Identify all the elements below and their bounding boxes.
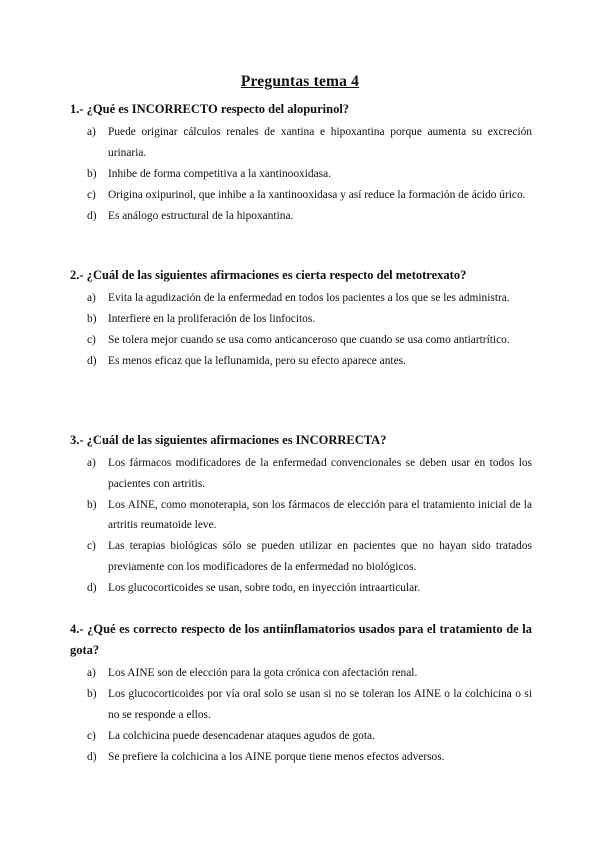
answer-text: Los fármacos modificadores de la enfermedad convencionales se deben usar en todos los pacientes con artritis. [108, 457, 532, 490]
answer-item [70, 495, 532, 536]
answer-letter: a) [87, 457, 96, 469]
answer-letter: b) [87, 688, 97, 700]
answer-text: La colchicina puede desencadenar ataques agudos de gota. [108, 729, 375, 742]
answer-item [70, 122, 532, 163]
question-text: 4.- ¿Qué es correcto respecto de los antiinflamatorios usados para el tratamiento de la gota? [70, 622, 532, 657]
answer-item [70, 164, 532, 185]
answer-letter: a) [87, 292, 96, 304]
answer-list [70, 122, 532, 226]
answer-text: Los glucocorticoides por vía oral solo se usan si no se toleran los AINE o la colchicina o si no se responde a ellos. [108, 688, 532, 721]
answer-letter: d) [87, 355, 97, 367]
answer-text: Los AINE, como monoterapia, son los fármacos de elección para el tratamiento inicial de la artritis reumatoide leve. [108, 498, 532, 531]
answer-item [70, 536, 532, 577]
answer-item [70, 747, 532, 768]
answer-text: Es menos eficaz que la leflunamida, pero su efecto aparece antes. [108, 355, 406, 367]
answer-letter: d) [87, 581, 97, 594]
answer-item [70, 288, 532, 309]
question-text: 2.- ¿Cuál de las siguientes afirmaciones es cierta respecto del metotrexato? [70, 268, 467, 282]
answer-list [70, 663, 532, 767]
answer-text: Los AINE son de elección para la gota crónica con afectación renal. [108, 667, 418, 679]
question-2 [70, 265, 532, 372]
answer-text: Es análogo estructural de la hipoxantina. [108, 209, 294, 222]
answer-letter: b) [87, 313, 97, 325]
question-4 [70, 619, 532, 768]
answer-item [70, 185, 532, 206]
answer-text: Inhibe de forma competitiva a la xantinooxidasa. [108, 167, 331, 180]
answer-item [70, 453, 532, 494]
answer-text: Se tolera mejor cuando se usa como anticanceroso que cuando se usa como antiartrítico. [108, 334, 510, 346]
answer-text: Puede originar cálculos renales de xantina e hipoxantina porque aumenta su excreción urinaria. [108, 126, 532, 159]
answer-list [70, 288, 532, 372]
answer-letter: b) [87, 498, 97, 511]
answer-item [70, 330, 532, 351]
answer-text: Origina oxipurinol, que inhibe a la xantinooxidasa y así reduce la formación de ácido úrico. [108, 188, 526, 201]
answer-text: Se prefiere la colchicina a los AINE porque tiene menos efectos adversos. [108, 750, 445, 763]
answer-item [70, 684, 532, 725]
answer-text: Interfiere en la proliferación de los linfocitos. [108, 313, 316, 325]
answer-text: Evita la agudización de la enfermedad en todos los pacientes a los que se les administra. [108, 292, 510, 304]
answer-text: Las terapias biológicas sólo se pueden utilizar en pacientes que no hayan sido tratados previamente con los modificadores de la enfermedad no biológicos. [108, 540, 532, 573]
page-title: Preguntas tema 4 [240, 73, 360, 90]
answer-letter: c) [87, 540, 96, 552]
answer-letter: a) [87, 667, 96, 679]
answer-item [70, 206, 532, 227]
answer-text: Los glucocorticoides se usan, sobre todo, en inyección intraarticular. [108, 581, 421, 594]
answer-item [70, 309, 532, 330]
answer-letter: c) [87, 334, 96, 346]
answer-item [70, 726, 532, 747]
question-3 [70, 430, 532, 599]
question-text: 1.- ¿Qué es INCORRECTO respecto del alopurinol? [70, 102, 350, 116]
question-text: 3.- ¿Cuál de las siguientes afirmaciones es INCORRECTA? [70, 433, 387, 447]
answer-letter: d) [87, 750, 97, 763]
answer-list [70, 453, 532, 598]
answer-letter: c) [87, 729, 96, 742]
answer-letter: b) [87, 167, 97, 180]
answer-letter: a) [87, 126, 96, 138]
answer-item [70, 351, 532, 372]
answer-letter: c) [87, 188, 96, 201]
answer-item [70, 663, 532, 684]
answer-item [70, 578, 532, 599]
question-1 [70, 99, 532, 227]
answer-letter: d) [87, 209, 97, 222]
